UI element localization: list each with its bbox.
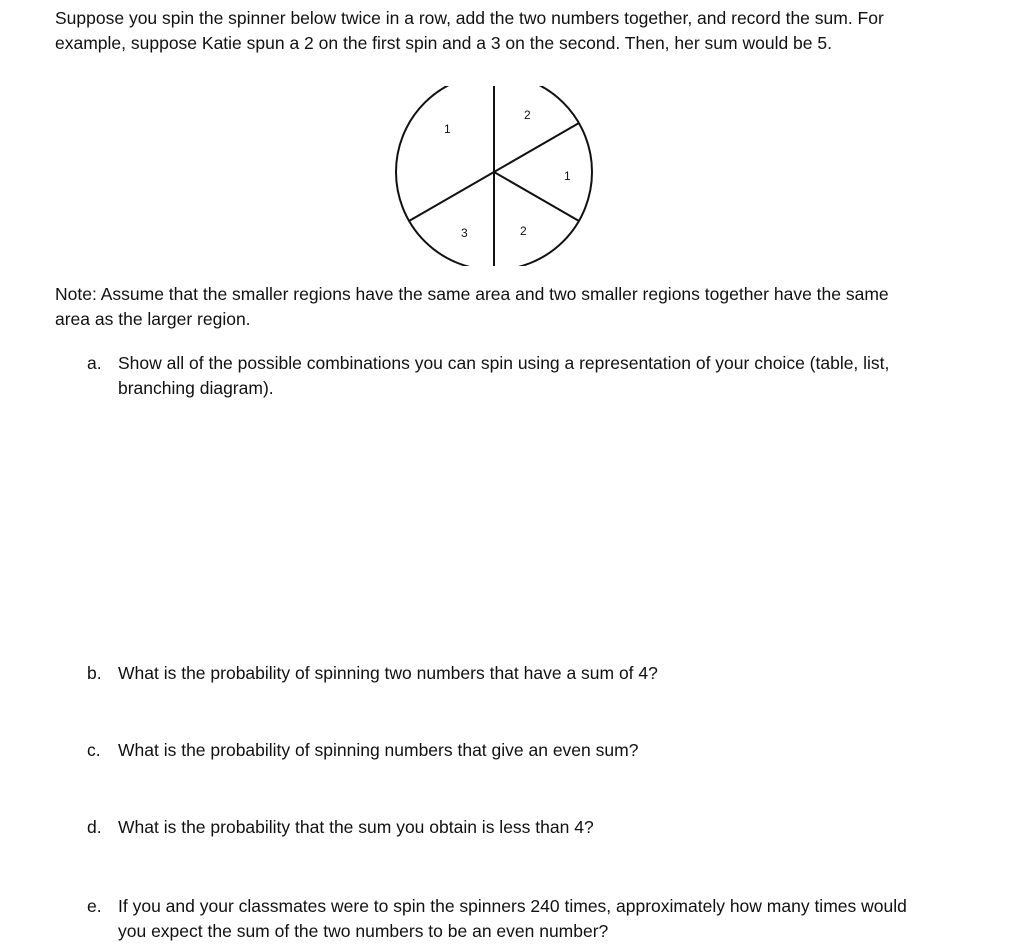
- spinner-label-right: 1: [564, 169, 571, 183]
- intro-line-1: Suppose you spin the spinner below twice in a row, add the two numbers together, and record the sum. For: [55, 8, 884, 28]
- question-b-letter: b.: [87, 663, 102, 683]
- spinner-label-bottom-left: 3: [461, 226, 468, 240]
- spinner-label-bottom-right: 2: [520, 224, 527, 238]
- question-d-letter: d.: [87, 817, 102, 837]
- question-a-line-2: branching diagram).: [118, 378, 274, 398]
- intro-paragraph: [55, 6, 985, 56]
- question-d: [87, 815, 997, 840]
- question-c-letter: c.: [87, 740, 101, 760]
- intro-line-2: example, suppose Katie spun a 2 on the first spin and a 3 on the second. Then, her sum would be 5.: [55, 33, 832, 53]
- question-c: [87, 738, 997, 763]
- spinner-label-top-left: 1: [444, 122, 451, 136]
- spinner-divider-upper-right: [494, 123, 579, 172]
- question-d-line-1: What is the probability that the sum you obtain is less than 4?: [118, 817, 594, 837]
- question-e-line-2: you expect the sum of the two numbers to be an even number?: [118, 921, 609, 941]
- note-paragraph: [55, 282, 985, 332]
- question-b-line-1: What is the probability of spinning two numbers that have a sum of 4?: [118, 663, 658, 683]
- note-line-2: area as the larger region.: [55, 309, 251, 329]
- question-a-letter: a.: [87, 353, 102, 373]
- question-c-line-1: What is the probability of spinning numbers that give an even sum?: [118, 740, 639, 760]
- spinner-diagram: [390, 86, 600, 266]
- question-e-letter: e.: [87, 896, 102, 916]
- question-b: [87, 661, 997, 686]
- spinner-divider-lower-left: [409, 172, 494, 221]
- question-e-line-1: If you and your classmates were to spin the spinners 240 times, approximately how many times would: [118, 896, 907, 916]
- question-a-line-1: Show all of the possible combinations you can spin using a representation of your choice (table, list,: [118, 353, 890, 373]
- question-a: [87, 351, 997, 401]
- note-line-1: Note: Assume that the smaller regions have the same area and two smaller regions together have the same: [55, 284, 889, 304]
- question-e: [87, 894, 997, 944]
- spinner-label-top-right: 2: [524, 108, 531, 122]
